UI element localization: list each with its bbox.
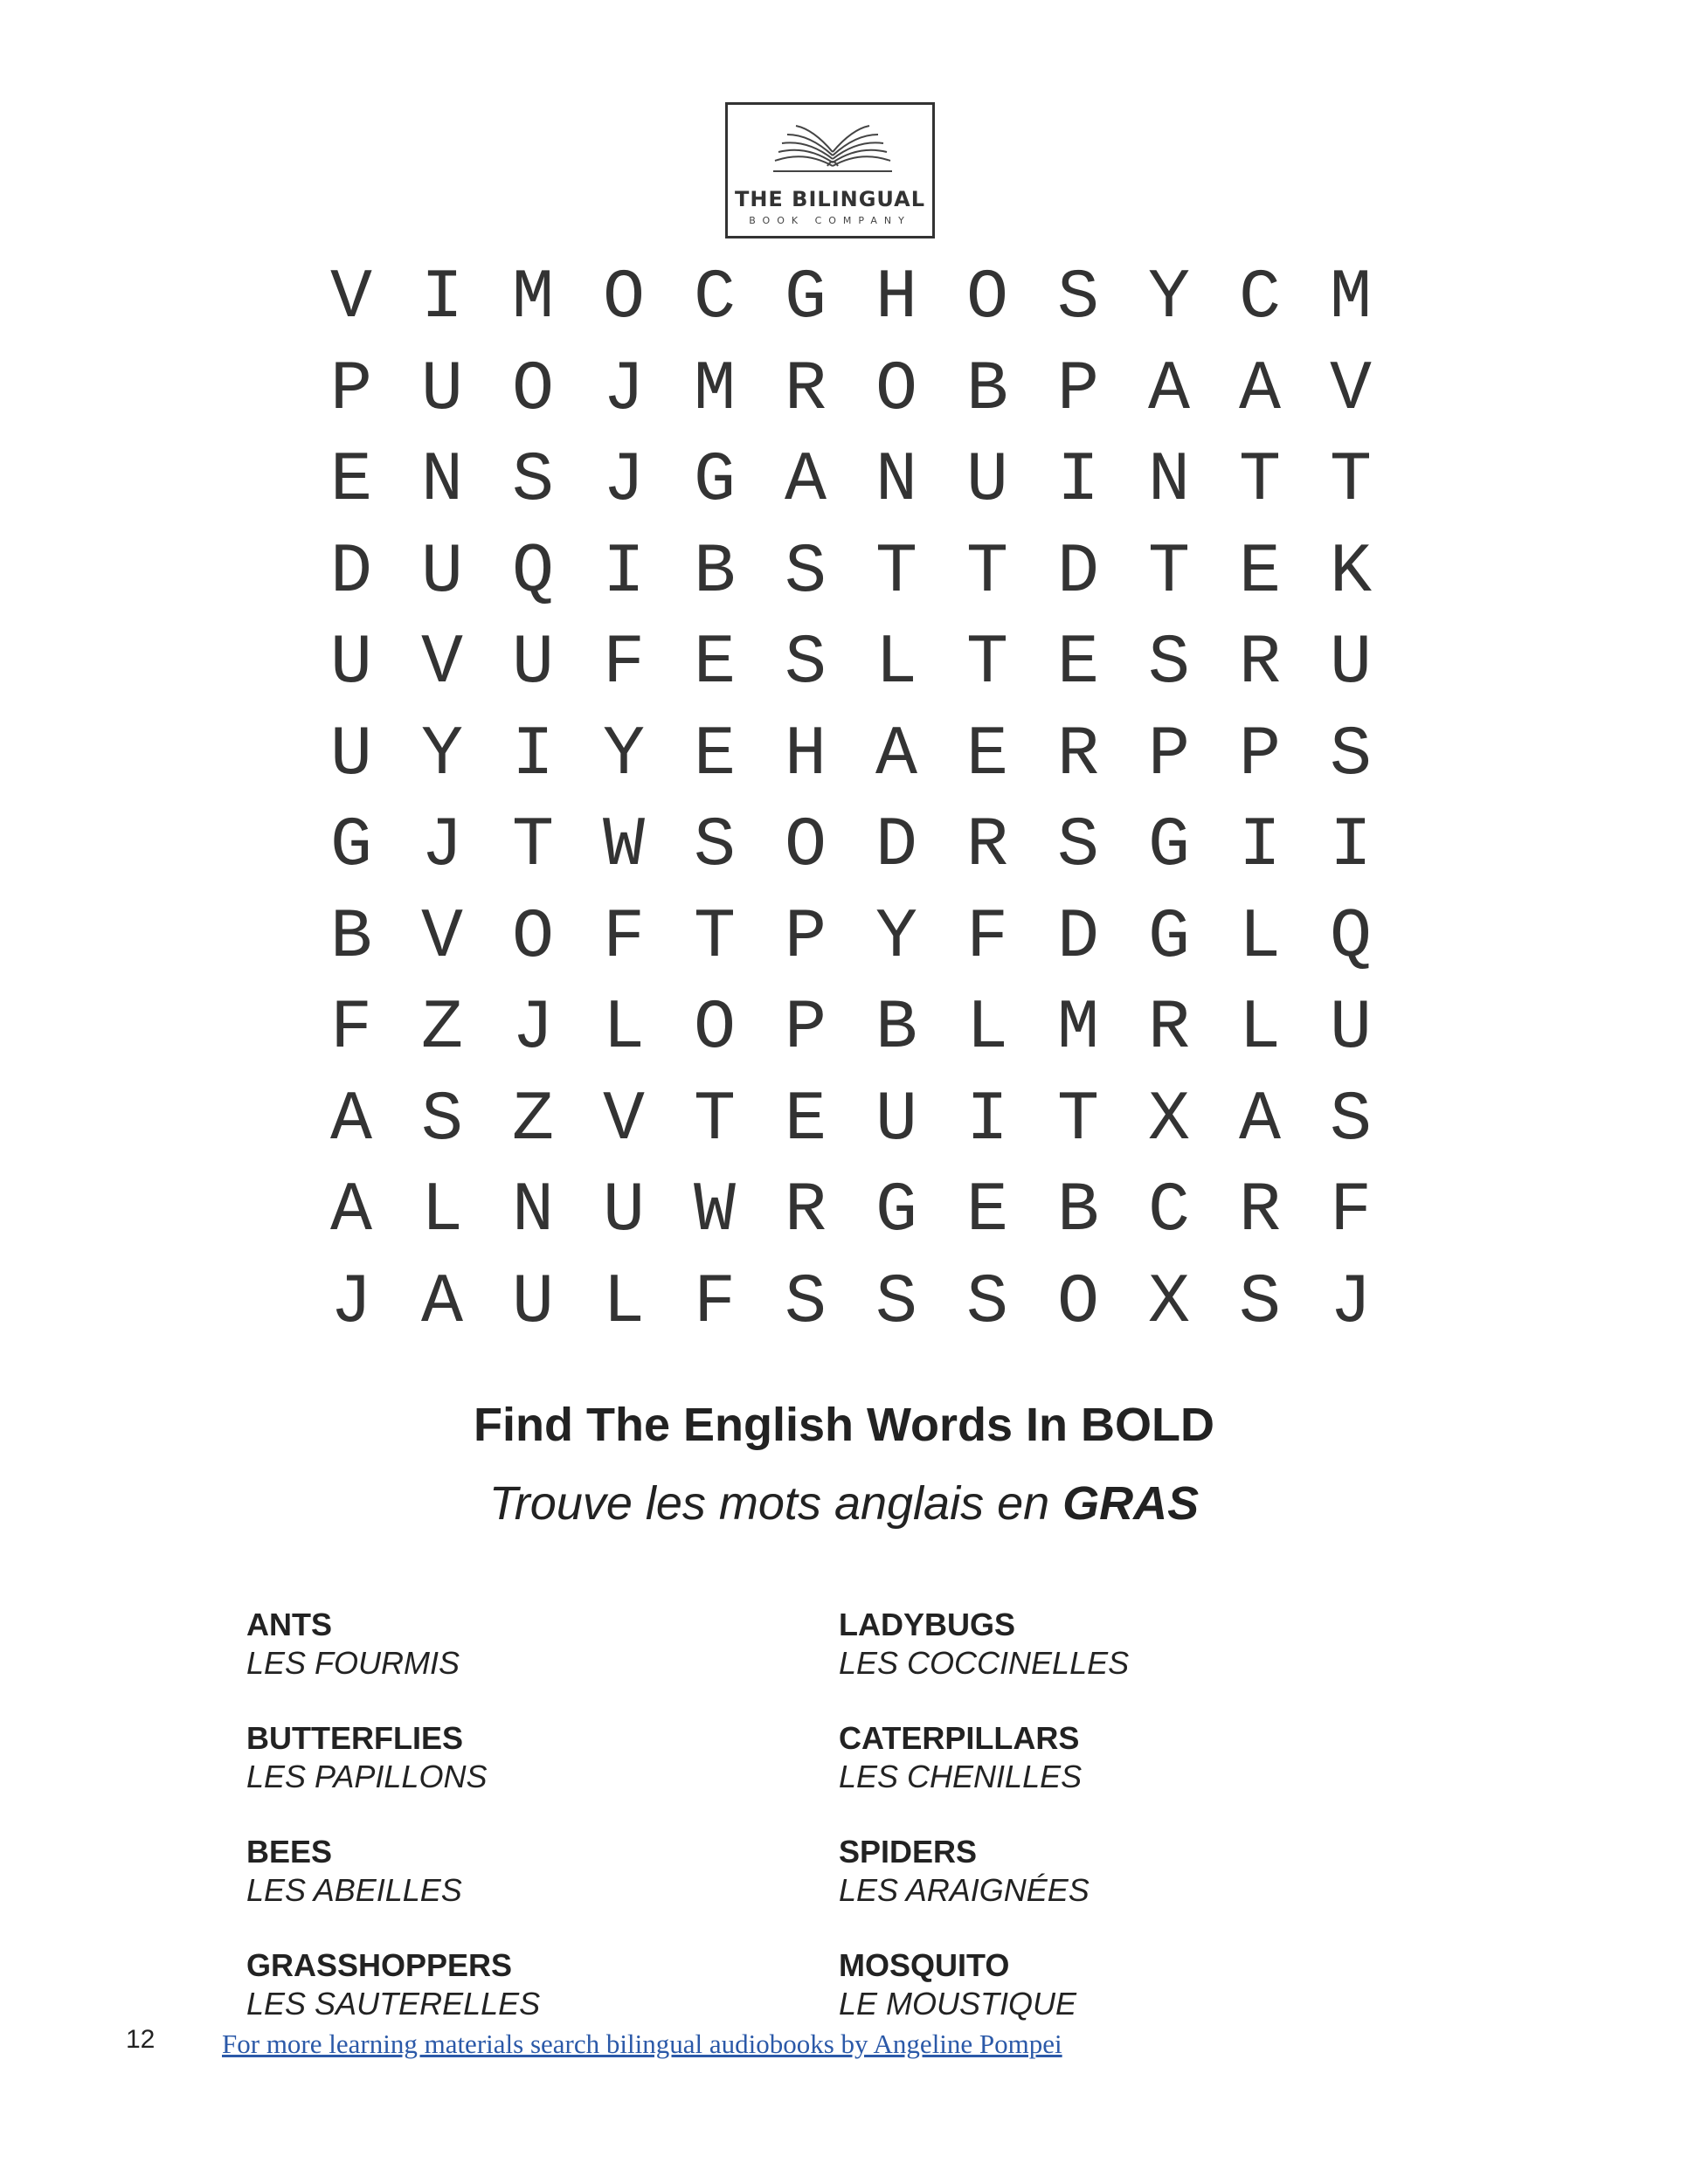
grid-letter: A [784,441,827,521]
grid-letter: I [1329,806,1372,886]
grid-letter: O [1056,1262,1099,1343]
word-item [839,1606,1431,1683]
grid-letter: B [965,349,1008,430]
grid-letter: S [1329,1080,1372,1160]
word-english: BUTTERFLIES [246,1720,463,1756]
grid-letter: N [511,1171,554,1251]
footer-link[interactable]: For more learning materials search bilingual audiobooks by Angeline Pompei [222,2028,1062,2059]
grid-letter: T [965,532,1008,612]
grid-letter: F [602,897,645,978]
grid-letter: L [875,624,917,703]
grid-letter: M [1056,989,1099,1068]
grid-letter: Y [602,715,645,795]
grid-letter: I [1056,441,1099,521]
grid-letter: R [784,349,827,430]
word-list [246,1606,1470,2023]
grid-letter: E [693,624,736,703]
grid-letter: I [602,532,645,612]
grid-letter: R [1238,624,1281,703]
grid-letter: L [965,989,1008,1068]
word-item [246,1719,839,1796]
publisher-logo [725,102,935,238]
grid-letter: J [1329,1262,1372,1343]
grid-letter: J [511,989,554,1068]
grid-letter: A [329,1171,372,1251]
grid-letter: G [784,259,827,338]
grid-letter: C [1147,1171,1190,1251]
grid-letter: U [511,624,554,703]
instructions-subheading [0,1476,1688,1531]
grid-letter: S [1238,1262,1281,1343]
grid-letter: I [1238,806,1281,886]
grid-letter: R [1147,989,1190,1068]
grid-letter: F [602,624,645,703]
grid-letter: T [1056,1080,1099,1160]
word-french: LES SAUTERELLES [246,1986,541,2022]
grid-letter: M [511,259,554,338]
grid-letter: E [329,441,372,521]
grid-letter: U [1329,989,1372,1068]
grid-letter: O [602,259,645,338]
grid-letter: S [1147,624,1190,703]
word-english: BEES [246,1834,333,1870]
word-english: SPIDERS [839,1834,978,1870]
grid-letter: A [1238,1080,1281,1160]
grid-letter: K [1329,532,1372,612]
grid-letter: S [965,1262,1008,1343]
grid-letter: N [875,441,917,521]
grid-letter: V [329,259,372,338]
word-english: ANTS [246,1607,332,1642]
grid-letter: L [602,989,645,1068]
word-english: GRASSHOPPERS [246,1947,513,1983]
grid-letter: A [875,715,917,795]
grid-letter: L [1238,897,1281,978]
grid-letter: A [329,1080,372,1160]
word-french: LES CHENILLES [839,1759,1083,1794]
grid-letter: M [693,349,736,430]
grid-letter: P [784,989,827,1068]
grid-letter: M [1329,259,1372,338]
grid-letter: F [693,1262,736,1343]
grid-letter: E [965,715,1008,795]
grid-letter: O [511,897,554,978]
grid-letter: U [329,715,372,795]
grid-letter: U [420,532,463,612]
grid-letter: E [1238,532,1281,612]
grid-letter: V [1329,349,1372,430]
grid-letter: D [329,532,372,612]
grid-letter: F [329,989,372,1068]
grid-letter: T [1238,441,1281,521]
grid-letter: P [1056,349,1099,430]
grid-letter: O [965,259,1008,338]
grid-letter: X [1147,1080,1190,1160]
grid-letter: E [693,715,736,795]
grid-letter: D [1056,897,1099,978]
word-french: LES ABEILLES [246,1872,462,1908]
grid-letter: T [1147,532,1190,612]
grid-letter: B [1056,1171,1099,1251]
grid-letter: Y [420,715,463,795]
grid-letter: S [1056,259,1099,338]
grid-letter: E [1056,624,1099,703]
grid-letter: C [693,259,736,338]
grid-letter: L [420,1171,463,1251]
grid-letter: U [875,1080,917,1160]
grid-letter: L [1238,989,1281,1068]
grid-letter: Z [511,1080,554,1160]
grid-letter: S [1329,715,1372,795]
grid-letter: Y [875,897,917,978]
grid-letter: V [420,897,463,978]
grid-letter: C [1238,259,1281,338]
grid-letter: S [693,806,736,886]
word-french: LES FOURMIS [246,1645,460,1681]
grid-letter: D [875,806,917,886]
grid-letter: S [784,532,827,612]
subheading-text: Trouve les mots anglais en [488,1477,1063,1530]
grid-letter: R [1056,715,1099,795]
grid-letter: P [784,897,827,978]
grid-letter: B [693,532,736,612]
grid-letter: Q [1329,897,1372,978]
grid-letter: N [1147,441,1190,521]
grid-letter: B [875,989,917,1068]
logo-subtitle: BOOK COMPANY [749,215,911,226]
grid-letter: G [1147,806,1190,886]
grid-letter: Z [420,989,463,1068]
word-item [246,1606,839,1683]
grid-letter: R [784,1171,827,1251]
grid-letter: S [420,1080,463,1160]
word-item [839,1946,1431,2023]
grid-letter: Q [511,532,554,612]
grid-letter: A [420,1262,463,1343]
page-number: 12 [126,2025,156,2054]
word-search-grid [306,253,1396,1349]
grid-letter: G [1147,897,1190,978]
grid-letter: A [1238,349,1281,430]
grid-letter: U [511,1262,554,1343]
grid-letter: I [965,1080,1008,1160]
grid-letter: W [602,806,645,886]
word-french: LES COCCINELLES [839,1645,1130,1681]
grid-letter: S [875,1262,917,1343]
word-item [839,1719,1431,1796]
grid-letter: L [602,1262,645,1343]
grid-letter: J [420,806,463,886]
grid-letter: U [420,349,463,430]
grid-letter: V [602,1080,645,1160]
grid-letter: T [693,897,736,978]
grid-letter: I [511,715,554,795]
grid-letter: H [784,715,827,795]
grid-letter: R [1238,1171,1281,1251]
grid-letter: I [420,259,463,338]
grid-letter: U [965,441,1008,521]
word-english: LADYBUGS [839,1607,1016,1642]
grid-letter: E [784,1080,827,1160]
grid-letter: X [1147,1262,1190,1343]
grid-letter: P [329,349,372,430]
grid-letter: T [965,624,1008,703]
grid-letter: O [693,989,736,1068]
logo-title: THE BILINGUAL [734,187,926,211]
word-english: MOSQUITO [839,1947,1010,1983]
word-english: CATERPILLARS [839,1720,1080,1756]
grid-letter: G [875,1171,917,1251]
grid-letter: T [693,1080,736,1160]
grid-letter: S [1056,806,1099,886]
grid-letter: P [1147,715,1190,795]
grid-letter: F [965,897,1008,978]
word-french: LE MOUSTIQUE [839,1986,1077,2022]
grid-letter: G [693,441,736,521]
word-item [246,1833,839,1910]
grid-letter: O [511,349,554,430]
grid-letter: S [784,624,827,703]
grid-letter: V [420,624,463,703]
grid-letter: P [1238,715,1281,795]
grid-letter: S [511,441,554,521]
instructions-heading: Find The English Words In BOLD [474,1399,1214,1451]
grid-letter: S [784,1262,827,1343]
grid-letter: U [1329,624,1372,703]
word-item [246,1946,839,2023]
grid-letter: T [1329,441,1372,521]
word-french: LES PAPILLONS [246,1759,488,1794]
grid-letter: B [329,897,372,978]
grid-letter: G [329,806,372,886]
grid-letter: O [875,349,917,430]
grid-letter: U [329,624,372,703]
grid-letter: J [602,441,645,521]
grid-letter: Y [1147,259,1190,338]
grid-letter: U [602,1171,645,1251]
subheading-bold: GRAS [1062,1477,1200,1530]
grid-letter: N [420,441,463,521]
grid-letter: W [693,1171,736,1251]
grid-letter: J [329,1262,372,1343]
grid-letter: D [1056,532,1099,612]
grid-letter: A [1147,349,1190,430]
word-item [839,1833,1431,1910]
grid-letter: E [965,1171,1008,1251]
grid-letter: H [875,259,917,338]
open-book-icon [770,114,896,183]
grid-letter: R [965,806,1008,886]
grid-letter: O [784,806,827,886]
grid-letter: T [511,806,554,886]
word-french: LES ARAIGNÉES [839,1872,1090,1908]
grid-letter: F [1329,1171,1372,1251]
grid-letter: T [875,532,917,612]
grid-letter: J [602,349,645,430]
